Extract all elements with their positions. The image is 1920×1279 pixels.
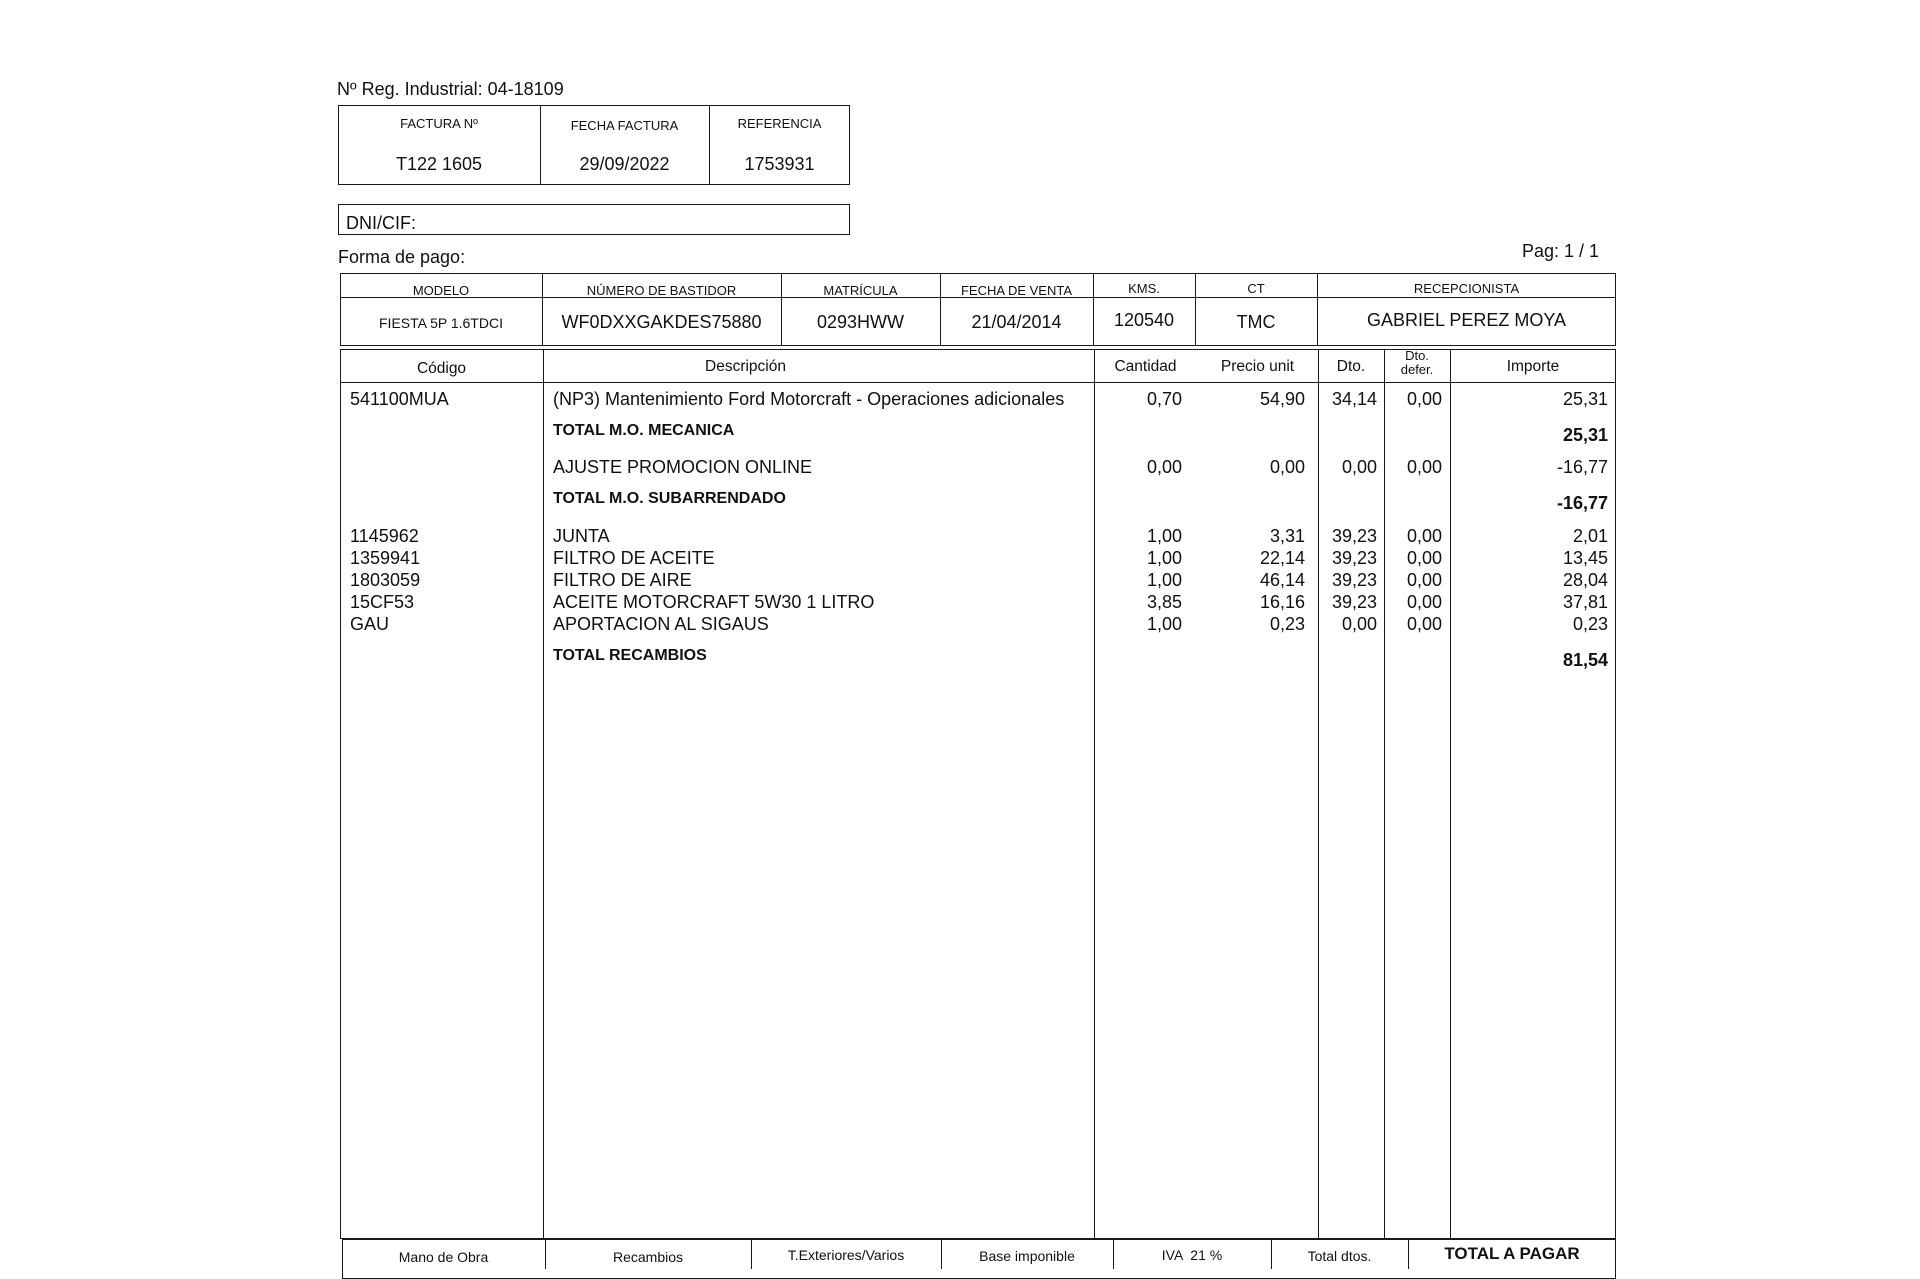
line-descripcion: AJUSTE PROMOCION ONLINE xyxy=(553,457,813,477)
divider xyxy=(1450,349,1451,1239)
line-precio: 0,23 xyxy=(1269,614,1305,634)
line-items-table xyxy=(340,349,1616,1239)
divider xyxy=(340,382,1616,383)
line-dto: 39,23 xyxy=(1331,548,1377,568)
recambios-header: Recambios xyxy=(612,1249,684,1265)
forma-de-pago: Forma de pago: xyxy=(338,247,466,267)
line-cantidad: 0,70 xyxy=(1146,389,1182,409)
iva-header: IVA 21 % xyxy=(1161,1247,1223,1263)
line-dto: 39,23 xyxy=(1331,570,1377,590)
divider xyxy=(1384,349,1385,1239)
line-descripcion: FILTRO DE AIRE xyxy=(553,570,692,590)
line-cantidad: 1,00 xyxy=(1146,548,1182,568)
line-codigo: GAU xyxy=(350,614,390,634)
referencia-label: REFERENCIA xyxy=(737,116,822,131)
total-row-importe: -16,77 xyxy=(1556,493,1608,513)
importe-header: Importe xyxy=(1506,358,1560,375)
total-dtos-header: Total dtos. xyxy=(1307,1248,1372,1264)
line-dto: 39,23 xyxy=(1331,526,1377,546)
matricula-header: MATRÍCULA xyxy=(823,283,898,298)
factura-value: T122 1605 xyxy=(395,154,483,174)
total-row-importe: 25,31 xyxy=(1562,425,1608,445)
line-precio: 3,31 xyxy=(1269,526,1305,546)
line-descripcion: JUNTA xyxy=(553,526,610,546)
line-precio: 16,16 xyxy=(1259,592,1305,612)
line-importe: 25,31 xyxy=(1562,389,1608,409)
line-dto: 34,14 xyxy=(1331,389,1377,409)
line-dto-defer: 0,00 xyxy=(1406,592,1442,612)
line-importe: -16,77 xyxy=(1556,457,1608,477)
line-precio: 54,90 xyxy=(1259,389,1305,409)
recepcionista-header: RECEPCIONISTA xyxy=(1413,281,1520,296)
reg-industrial: Nº Reg. Industrial: 04-18109 xyxy=(337,79,564,99)
divider xyxy=(1318,349,1319,1239)
line-importe: 2,01 xyxy=(1572,526,1608,546)
bastidor-header: NÚMERO DE BASTIDOR xyxy=(586,283,737,298)
recepcionista-value: GABRIEL PEREZ MOYA xyxy=(1366,310,1567,330)
modelo-header: MODELO xyxy=(412,283,470,298)
fecha-venta-value: 21/04/2014 xyxy=(971,312,1062,332)
line-importe: 13,45 xyxy=(1562,548,1608,568)
line-importe: 28,04 xyxy=(1562,570,1608,590)
line-dto-defer: 0,00 xyxy=(1406,457,1442,477)
line-cantidad: 1,00 xyxy=(1146,614,1182,634)
line-dto-defer: 0,00 xyxy=(1406,548,1442,568)
line-codigo: 1359941 xyxy=(350,548,421,568)
line-precio: 22,14 xyxy=(1259,548,1305,568)
fecha-factura-label: FECHA FACTURA xyxy=(570,118,679,133)
ct-header: CT xyxy=(1247,281,1265,296)
precio-header: Precio unit xyxy=(1220,358,1295,375)
line-codigo: 1145962 xyxy=(350,526,419,546)
ct-value: TMC xyxy=(1236,312,1276,332)
line-descripcion: ACEITE MOTORCRAFT 5W30 1 LITRO xyxy=(553,592,875,612)
page-number: Pag: 1 / 1 xyxy=(1522,241,1600,261)
total-row-descripcion: TOTAL M.O. SUBARRENDADO xyxy=(553,490,786,507)
line-cantidad: 1,00 xyxy=(1146,526,1182,546)
dto-header: Dto. xyxy=(1336,358,1366,375)
t-exteriores-header: T.Exteriores/Varios xyxy=(787,1247,905,1263)
modelo-value: FIESTA 5P 1.6TDCI xyxy=(379,315,503,331)
dni-cif-label: DNI/CIF: xyxy=(346,213,416,233)
total-row-importe: 81,54 xyxy=(1562,650,1608,670)
line-dto-defer: 0,00 xyxy=(1406,614,1442,634)
line-codigo: 1803059 xyxy=(350,570,421,590)
line-cantidad: 3,85 xyxy=(1146,592,1182,612)
line-dto: 0,00 xyxy=(1341,614,1377,634)
line-precio: 0,00 xyxy=(1269,457,1305,477)
line-cantidad: 0,00 xyxy=(1146,457,1182,477)
line-importe: 0,23 xyxy=(1572,614,1608,634)
referencia-value: 1753931 xyxy=(744,154,815,174)
line-dto: 39,23 xyxy=(1331,592,1377,612)
kms-header: KMS. xyxy=(1128,281,1160,296)
dto-defer-header: Dto. defer. xyxy=(1400,348,1434,377)
total-a-pagar-header: TOTAL A PAGAR xyxy=(1444,1244,1580,1263)
line-cantidad: 1,00 xyxy=(1146,570,1182,590)
total-row-descripcion: TOTAL RECAMBIOS xyxy=(553,647,707,664)
line-codigo: 541100MUA xyxy=(350,389,449,409)
divider xyxy=(543,349,544,1239)
cantidad-header: Cantidad xyxy=(1114,358,1177,375)
line-precio: 46,14 xyxy=(1259,570,1305,590)
line-dto-defer: 0,00 xyxy=(1406,526,1442,546)
line-dto-defer: 0,00 xyxy=(1406,389,1442,409)
base-imponible-header: Base imponible xyxy=(979,1248,1075,1264)
line-descripcion: (NP3) Mantenimiento Ford Motorcraft - Operaciones adicionales xyxy=(553,389,1065,409)
line-importe: 37,81 xyxy=(1562,592,1608,612)
divider xyxy=(1094,349,1095,1239)
line-dto-defer: 0,00 xyxy=(1406,570,1442,590)
line-codigo: 15CF53 xyxy=(350,592,415,612)
total-row-descripcion: TOTAL M.O. MECANICA xyxy=(553,422,735,439)
line-descripcion: APORTACION AL SIGAUS xyxy=(553,614,769,634)
kms-value: 120540 xyxy=(1113,310,1175,330)
mano-de-obra-header: Mano de Obra xyxy=(398,1249,489,1265)
descripcion-header: Descripción xyxy=(705,358,786,375)
line-dto: 0,00 xyxy=(1341,457,1377,477)
matricula-value: 0293HWW xyxy=(816,312,905,332)
bastidor-value: WF0DXXGAKDES75880 xyxy=(561,312,762,332)
line-descripcion: FILTRO DE ACEITE xyxy=(553,548,715,568)
codigo-header: Código xyxy=(416,360,467,377)
fecha-factura-value: 29/09/2022 xyxy=(579,154,670,174)
fecha-venta-header: FECHA DE VENTA xyxy=(960,283,1072,298)
factura-label: FACTURA Nº xyxy=(400,116,478,131)
